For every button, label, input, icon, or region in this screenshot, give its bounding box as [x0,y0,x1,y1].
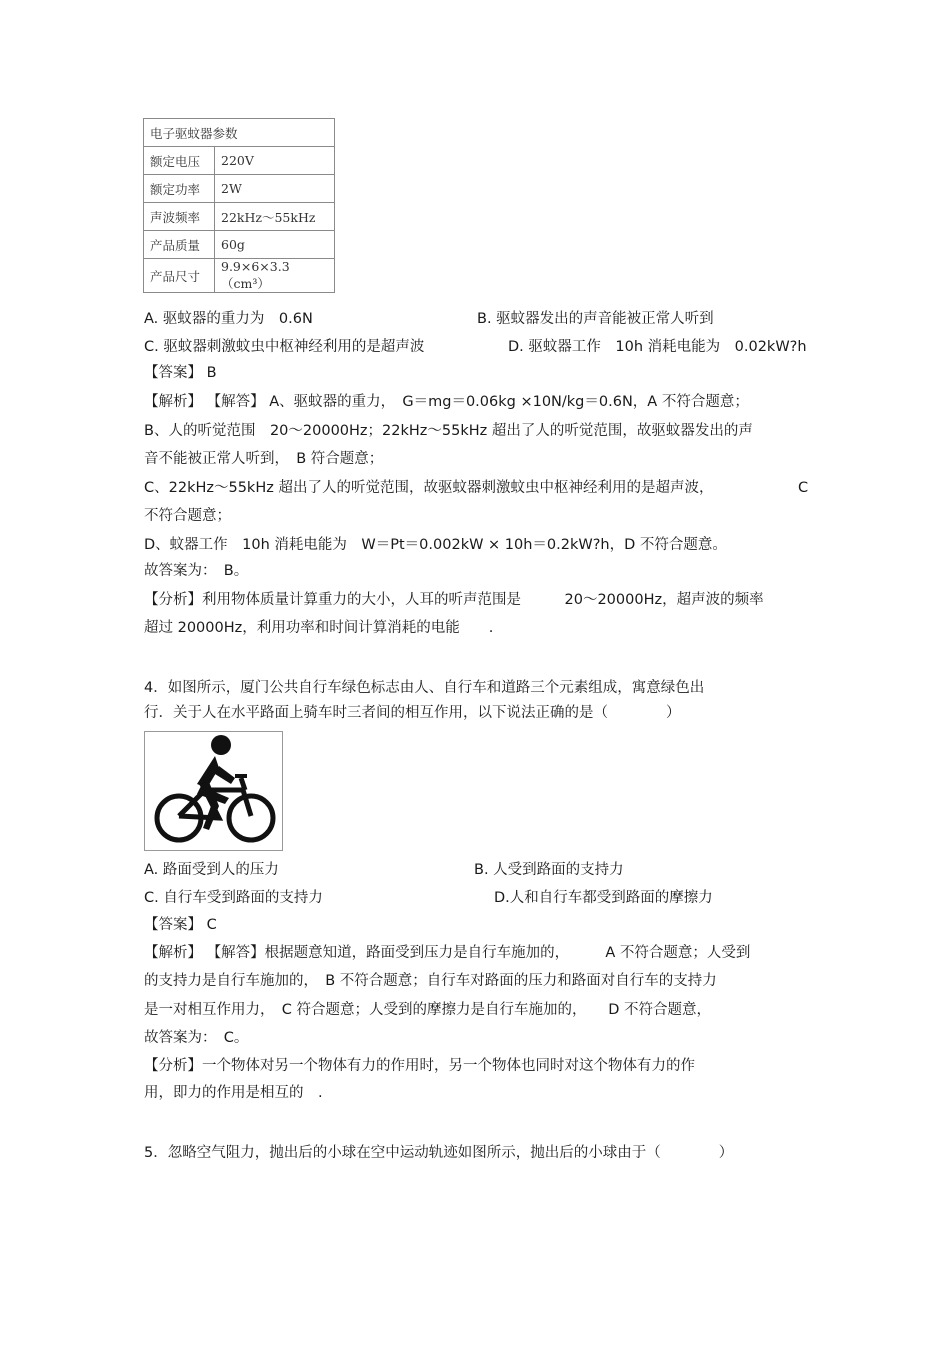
q3-analysis-line: 超过 20000Hz，利用功率和时间计算消耗的电能 . [144,620,494,636]
q3-option-d: D. 驱蚊器工作 10h 消耗电能为 0.02kW?h [508,339,807,355]
bicycle-logo-figure [144,731,283,851]
q4-answer: 【答案】 C [144,917,217,933]
q3-analysis-line: C、22kHz～55kHz 超出了人的听觉范围，故驱蚊器刺激蚊虫中枢神经利用的是超声波， [144,480,714,496]
q3-analysis-line: 不符合题意； [144,508,231,524]
q4-stem-line: 4．如图所示，厦门公共自行车绿色标志由人、自行车和道路三个元素组成，寓意绿色出 [144,680,705,696]
q3-option-b: B. 驱蚊器发出的声音能被正常人听到 [477,311,714,327]
table-row: 声波频率 22kHz～55kHz [144,203,335,231]
q4-analysis-line: 是一对相互作用力， C 符合题意；人受到的摩擦力是自行车施加的， D 不符合题意， [144,1002,712,1018]
q3-analysis-line: 音不能被正常人听到， B 符合题意； [144,451,384,467]
cyclist-icon [145,732,282,850]
q4-analysis-line: 故答案为： C。 [144,1030,249,1046]
q4-option-d: D.人和自行车都受到路面的摩擦力 [494,890,713,906]
q4-option-c: C. 自行车受到路面的支持力 [144,890,323,906]
q4-analysis-line: 【分析】一个物体对另一个物体有力的作用时，另一个物体也同时对这个物体有力的作 [144,1058,695,1074]
table-row: 产品质量 60g [144,231,335,259]
table-row: 额定功率 2W [144,175,335,203]
q3-analysis-line: B、人的听觉范围 20～20000Hz；22kHz～55kHz 超出了人的听觉范围，故驱蚊器发出的声 [144,423,753,439]
q4-analysis-line: 用，即力的作用是相互的 . [144,1085,323,1101]
q3-analysis-line: 【分析】利用物体质量计算重力的大小，人耳的听声范围是 20～20000Hz，超声波的频率 [144,592,764,608]
q3-analysis-line: 故答案为： B。 [144,563,249,579]
q4-option-a: A. 路面受到人的压力 [144,862,279,878]
q3-analysis-line: 【解析】 【解答】 A、驱蚊器的重力， G＝mg＝0.06kg ×10N/kg＝0.6N，A 不符合题意； [144,394,749,410]
q5-stem: 5．忽略空气阻力，抛出后的小球在空中运动轨迹如图所示，抛出后的小球由于（ ） [144,1145,734,1161]
q4-option-b: B. 人受到路面的支持力 [474,862,624,878]
q3-answer: 【答案】 B [144,365,217,381]
table-row: 产品尺寸 9.9×6×3.3（cm³） [144,259,335,293]
q3-analysis-c: C [798,480,809,496]
q4-analysis-line: 的支持力是自行车施加的， B 不符合题意；自行车对路面的压力和路面对自行车的支持力 [144,973,717,989]
table-row: 额定电压 220V [144,147,335,175]
table-title: 电子驱蚊器参数 [144,119,335,147]
q3-analysis-line: D、蚊器工作 10h 消耗电能为 W＝Pt＝0.002kW × 10h＝0.2kW?h，D 不符合题意。 [144,537,727,553]
q3-option-c: C. 驱蚊器刺激蚊虫中枢神经利用的是超声波 [144,339,425,355]
parameter-table [143,118,335,293]
q4-analysis-line: 【解析】 【解答】根据题意知道，路面受到压力是自行车施加的， A 不符合题意；人受到 [144,945,751,961]
q3-option-a: A. 驱蚊器的重力为 0.6N [144,311,313,327]
q4-stem-line: 行．关于人在水平路面上骑车时三者间的相互作用，以下说法正确的是（ ） [144,705,681,721]
